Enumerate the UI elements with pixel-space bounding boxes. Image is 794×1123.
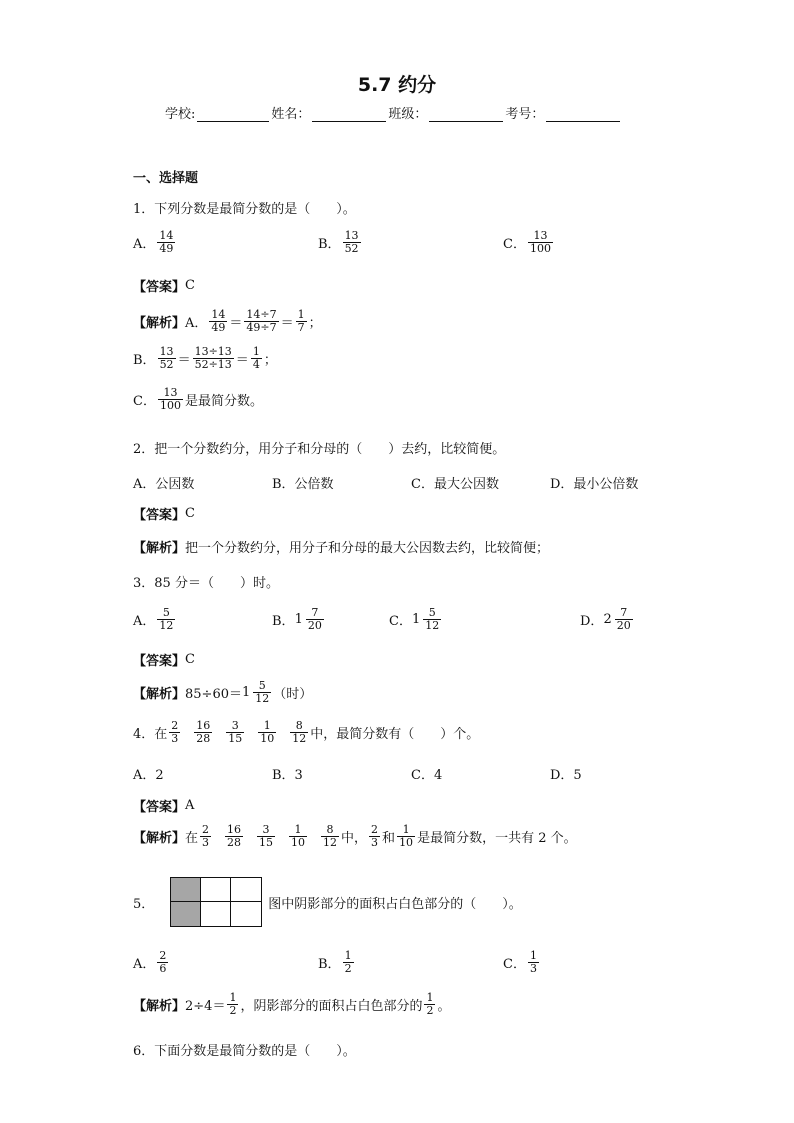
fraction: $\frac{1}{3}$ bbox=[529, 949, 537, 975]
shaded-cell bbox=[171, 902, 201, 926]
fraction: $\frac{1}{2}$ bbox=[229, 991, 237, 1017]
fraction: $\frac{14}{49}$ bbox=[211, 308, 226, 334]
fraction: $\frac{1}{10}$ bbox=[399, 823, 414, 849]
q2-options bbox=[133, 473, 638, 492]
q1-stem: 1．下列分数是最简分数的是（ ）。 bbox=[133, 202, 356, 217]
q1-analysis-c: C． $\frac{13}{100}$ 是最简分数。 bbox=[133, 386, 263, 412]
fraction: $\frac{5}{12}$ bbox=[159, 606, 174, 632]
fraction: $\frac{5}{12}$ bbox=[255, 679, 270, 705]
fraction: $\frac{7}{20}$ bbox=[616, 606, 631, 632]
q4-stem: 4．在 $\frac{2}{3}$ $\frac{16}{28}$ $\frac{3}{15}$ $\frac{1}{10}$ $\frac{8}{12}$ 中，最简分数有（ ）个。 bbox=[133, 719, 480, 745]
q5-stem: 5． 图中阴影部分的面积占白色部分的（ ）。 bbox=[133, 877, 522, 927]
fraction: $\frac{2}{3}$ bbox=[202, 823, 210, 849]
q1-option-a[interactable]: A． $\frac{14}{49}$ bbox=[133, 229, 174, 255]
section-heading: 一、选择题 bbox=[133, 171, 199, 186]
fraction: $\frac{2}{3}$ bbox=[171, 719, 179, 745]
school-label: 学校: bbox=[165, 107, 196, 122]
q2-option-d[interactable]: D．最小公倍数 bbox=[550, 477, 639, 492]
page-title: 5.7 约分 bbox=[357, 74, 437, 96]
fraction: $\frac{13}{100}$ bbox=[159, 386, 181, 412]
q3-analysis: 【解析】 85÷60＝ 1 $\frac{5}{12}$ （时） bbox=[133, 679, 313, 705]
q4-options bbox=[133, 764, 582, 783]
q4-option-b[interactable]: B．3 bbox=[272, 768, 303, 783]
exam-no-blank[interactable] bbox=[546, 107, 620, 122]
fraction: $\frac{8}{12}$ bbox=[323, 823, 338, 849]
q4-option-d[interactable]: D．5 bbox=[550, 768, 582, 783]
q5-option-c[interactable]: C． $\frac{1}{3}$ bbox=[503, 949, 537, 975]
q1-options bbox=[133, 230, 693, 255]
q5-options bbox=[133, 950, 693, 975]
fraction: $\frac{1}{7}$ bbox=[297, 308, 305, 334]
q3-option-b[interactable]: B． 1 $\frac{7}{20}$ bbox=[272, 606, 322, 632]
fraction: $\frac{3}{15}$ bbox=[228, 719, 243, 745]
fraction: $\frac{13\div 13}{52\div 13}$ bbox=[194, 345, 232, 371]
q3-option-c[interactable]: C． 1 $\frac{5}{12}$ bbox=[389, 606, 440, 632]
fraction: $\frac{13}{52}$ bbox=[344, 229, 359, 255]
q5-option-a[interactable]: A． $\frac{2}{6}$ bbox=[133, 949, 167, 975]
fraction: $\frac{2}{6}$ bbox=[159, 949, 167, 975]
q2-option-b[interactable]: B．公倍数 bbox=[272, 477, 334, 492]
class-blank[interactable] bbox=[429, 107, 503, 122]
fraction: $\frac{8}{12}$ bbox=[292, 719, 307, 745]
fraction: $\frac{14\div 7}{49\div 7}$ bbox=[246, 308, 277, 334]
fraction: $\frac{1}{4}$ bbox=[252, 345, 260, 371]
exam-no-label: 考号： bbox=[505, 107, 545, 122]
fraction: $\frac{16}{28}$ bbox=[227, 823, 242, 849]
fraction: $\frac{1}{10}$ bbox=[260, 719, 275, 745]
q4-option-c[interactable]: C．4 bbox=[411, 768, 443, 783]
q3-options bbox=[133, 607, 635, 632]
q3-answer: 【答案】 C bbox=[133, 652, 195, 669]
q1-analysis-a: 【解析】 A． $\frac{14}{49}$ ＝ $\frac{14\div 7}{49\div 7}$ ＝ $\frac{1}{7}$ ； bbox=[133, 308, 322, 334]
q6-stem: 6．下面分数是最简分数的是（ ）。 bbox=[133, 1044, 356, 1059]
q1-analysis-b: B． $\frac{13}{52}$ ＝ $\frac{13\div 13}{52\div 13}$ ＝ $\frac{1}{4}$ ； bbox=[133, 345, 277, 371]
white-cell bbox=[201, 902, 231, 926]
q4-answer: 【答案】 A bbox=[133, 798, 195, 815]
fraction: $\frac{14}{49}$ bbox=[159, 229, 174, 255]
q3-option-a[interactable]: A． $\frac{5}{12}$ bbox=[133, 606, 174, 632]
q1-answer: 【答案】 C bbox=[133, 278, 195, 295]
q2-answer: 【答案】 C bbox=[133, 506, 195, 523]
q5-option-b[interactable]: B． $\frac{1}{2}$ bbox=[318, 949, 352, 975]
q3-stem: 3．85 分＝（ ）时。 bbox=[133, 576, 279, 591]
white-cell bbox=[201, 878, 231, 902]
fraction: $\frac{1}{2}$ bbox=[344, 949, 352, 975]
fraction: $\frac{16}{28}$ bbox=[196, 719, 211, 745]
q2-stem: 2．把一个分数约分，用分子和分母的（ ）去约，比较简便。 bbox=[133, 442, 506, 457]
q5-analysis: 【解析】 2÷4＝ $\frac{1}{2}$ ，阴影部分的面积占白色部分的 $\frac{1}{2}$ 。 bbox=[133, 991, 451, 1017]
fraction: $\frac{3}{15}$ bbox=[259, 823, 274, 849]
student-info-line bbox=[165, 103, 622, 122]
fraction: $\frac{13}{100}$ bbox=[529, 229, 551, 255]
q3-option-d[interactable]: D． 2 $\frac{7}{20}$ bbox=[580, 606, 631, 632]
shaded-grid-figure bbox=[170, 877, 262, 927]
shaded-cell bbox=[171, 878, 201, 902]
q1-option-b[interactable]: B． $\frac{13}{52}$ bbox=[318, 229, 359, 255]
class-label: 班级： bbox=[388, 107, 428, 122]
name-blank[interactable] bbox=[312, 107, 386, 122]
fraction: $\frac{7}{20}$ bbox=[307, 606, 322, 632]
fraction: $\frac{5}{12}$ bbox=[425, 606, 440, 632]
name-label: 姓名： bbox=[271, 107, 311, 122]
school-blank[interactable] bbox=[197, 107, 269, 122]
white-cell bbox=[231, 902, 261, 926]
q2-option-a[interactable]: A．公因数 bbox=[133, 477, 195, 492]
white-cell bbox=[231, 878, 261, 902]
q1-option-c[interactable]: C． $\frac{13}{100}$ bbox=[503, 229, 551, 255]
fraction: $\frac{2}{3}$ bbox=[371, 823, 379, 849]
q4-analysis: 【解析】 在 $\frac{2}{3}$ $\frac{16}{28}$ $\frac{3}{15}$ $\frac{1}{10}$ $\frac{8}{12}$ 中， $\frac{2}{3}$ 和 $\frac{1}{10}$ 是最简分数，一共有 2 个。 bbox=[133, 823, 577, 849]
q4-option-a[interactable]: A．2 bbox=[133, 768, 164, 783]
q2-option-c[interactable]: C．最大公因数 bbox=[411, 477, 499, 492]
fraction: $\frac{13}{52}$ bbox=[159, 345, 174, 371]
fraction: $\frac{1}{10}$ bbox=[291, 823, 306, 849]
q2-analysis: 【解析】 把一个分数约分，用分子和分母的最大公因数去约，比较简便； bbox=[133, 541, 550, 556]
fraction: $\frac{1}{2}$ bbox=[426, 991, 434, 1017]
